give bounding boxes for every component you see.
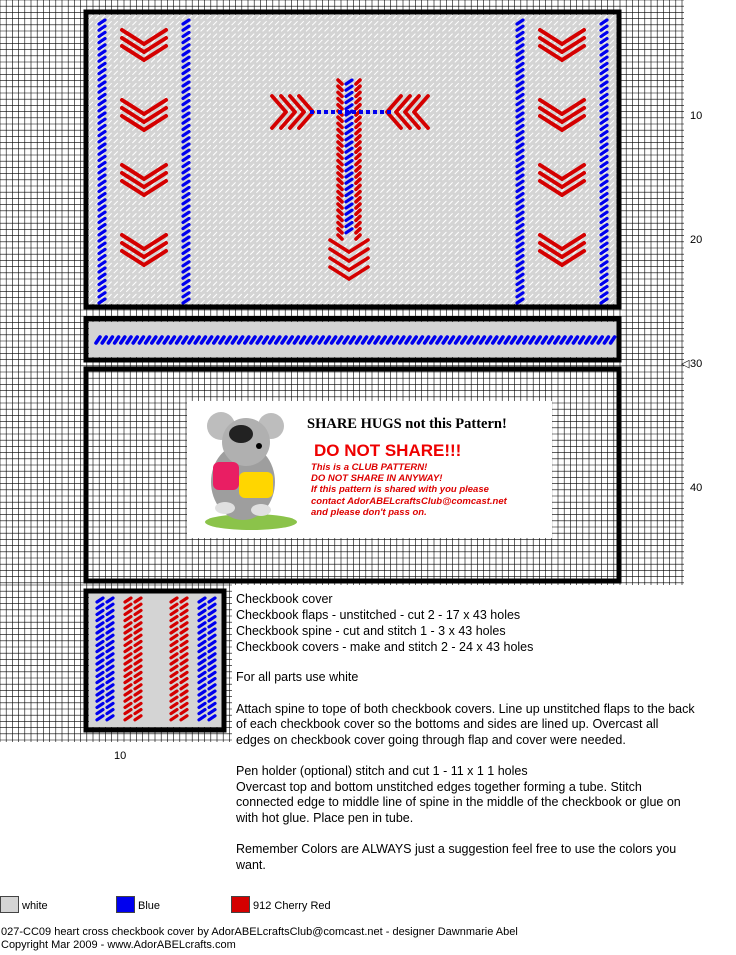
notice-line-4: contact AdorABELcraftsClub@comcast.net	[311, 496, 507, 507]
share-notice	[187, 401, 552, 538]
notice-line-1: This is a CLUB PATTERN!	[311, 462, 428, 473]
part-spine: Checkbook spine - cut and stitch 1 - 3 x 43 holes	[236, 624, 506, 638]
row-label-30: 30	[690, 358, 703, 370]
remember-line-2: want.	[236, 858, 266, 872]
assembly-line-3: edges on checkbook cover going through flap and cover were needed.	[236, 733, 626, 747]
legend-label-blue: Blue	[138, 900, 161, 912]
remember-line-1: Remember Colors are ALWAYS just a suggestion feel free to use the colors you	[236, 842, 677, 856]
legend-label-white: white	[22, 900, 48, 912]
row-label-arrow-icon: ◁	[681, 358, 690, 370]
part-covers: Checkbook covers - make and stitch 2 - 24 x 43 holes	[236, 640, 534, 654]
color-note: For all parts use white	[236, 670, 359, 684]
pen-holder-line-4: with hot glue. Place pen in tube.	[236, 811, 414, 825]
pen-holder-line-2: Overcast top and bottom unstitched edges together forming a tube. Stitch	[236, 780, 642, 794]
pen-holder-line-3: connected edge to middle line of spine in the middle of the checkbook or glue on	[236, 795, 681, 809]
row-label-10: 10	[690, 110, 703, 122]
legend-swatch-white	[0, 896, 19, 913]
pen-holder-line-1: Pen holder (optional) stitch and cut 1 - 11 x 1 1 holes	[236, 764, 528, 778]
row-label-20: 20	[690, 234, 703, 246]
notice-line-5: and please don't pass on.	[311, 507, 427, 518]
assembly-line-2: of each checkbook cover so the bottoms and sides are lined up. Overcast all	[236, 717, 659, 731]
legend-label-red: 912 Cherry Red	[253, 900, 331, 912]
part-flaps: Checkbook flaps - unstitched - cut 2 - 17 x 43 holes	[236, 608, 521, 622]
column-label-10: 10	[114, 750, 127, 762]
legend-swatch-blue	[116, 896, 135, 913]
notice-line-2: DO NOT SHARE IN ANYWAY!	[311, 473, 443, 484]
koala-hug-icon	[191, 404, 303, 534]
footer-credit: 027-CC09 heart cross checkbook cover by AdorABELcraftsClub@comcast.net - designer Dawnmarie Abel	[1, 926, 518, 938]
notice-line-3: If this pattern is shared with you please	[311, 484, 489, 495]
notice-title: SHARE HUGS not this Pattern!	[307, 416, 507, 432]
footer-copyright: Copyright Mar 2009 - www.AdorABELcrafts.com	[1, 939, 236, 951]
assembly-line-1: Attach spine to tope of both checkbook covers. Line up unstitched flaps to the back	[236, 702, 695, 716]
instructions-heading: Checkbook cover	[236, 592, 333, 606]
notice-warning: DO NOT SHARE!!!	[314, 441, 462, 460]
row-label-40: 40	[690, 482, 703, 494]
legend-swatch-red	[231, 896, 250, 913]
